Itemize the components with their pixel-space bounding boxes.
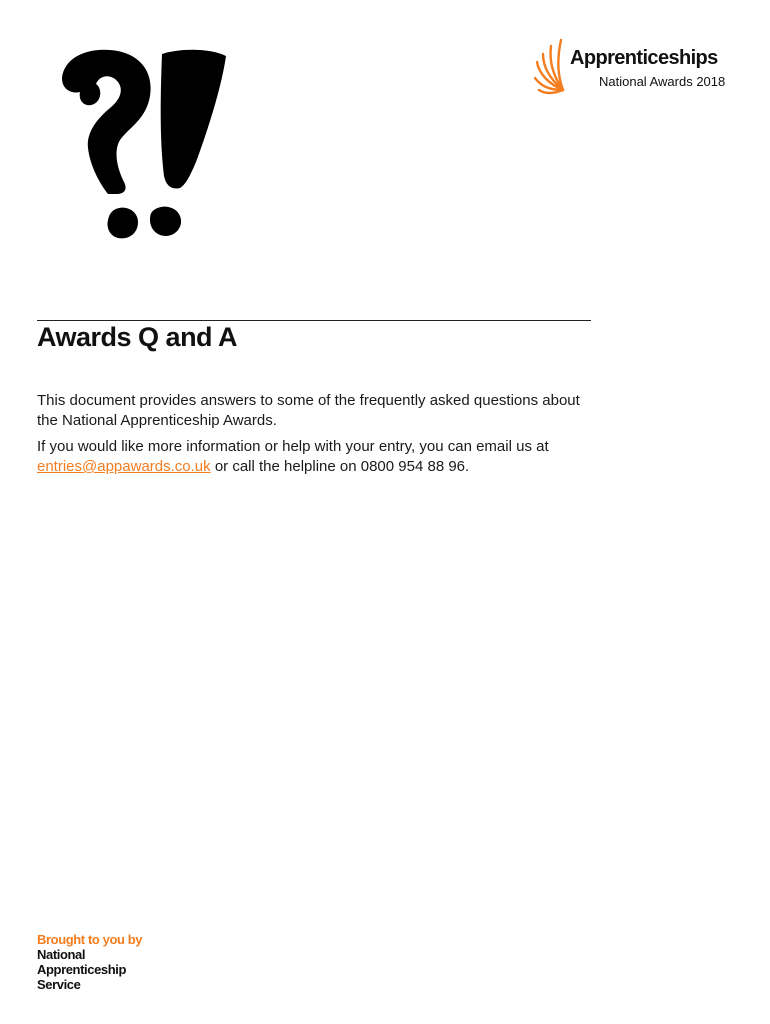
- title-rule: [37, 320, 591, 321]
- contact-paragraph: [37, 437, 597, 477]
- document-body: [37, 391, 597, 483]
- logo-subtitle: National Awards 2018: [599, 74, 726, 89]
- email-link[interactable]: entries@appawards.co.uk: [37, 458, 211, 475]
- apprenticeships-logo: [533, 34, 743, 96]
- footer-brand: [37, 932, 142, 992]
- contact-suffix: or call the helpline on 0800 954 88 96.: [210, 458, 470, 475]
- contact-prefix: If you would like more information or help with your entry, you can email us at: [37, 438, 549, 455]
- intro-paragraph: This document provides answers to some of the frequently asked questions about the National Apprenticeship Awards.: [37, 392, 580, 429]
- question-exclamation-icon: [50, 44, 230, 244]
- logo-title: Apprenticeships: [570, 47, 718, 69]
- footer-tagline: Brought to you by: [37, 932, 143, 947]
- footer-org-line: Apprenticeship: [37, 962, 127, 977]
- page-title: Awards Q and A: [37, 322, 238, 352]
- footer-org-line: National: [37, 947, 86, 962]
- footer-org-line: Service: [37, 977, 81, 992]
